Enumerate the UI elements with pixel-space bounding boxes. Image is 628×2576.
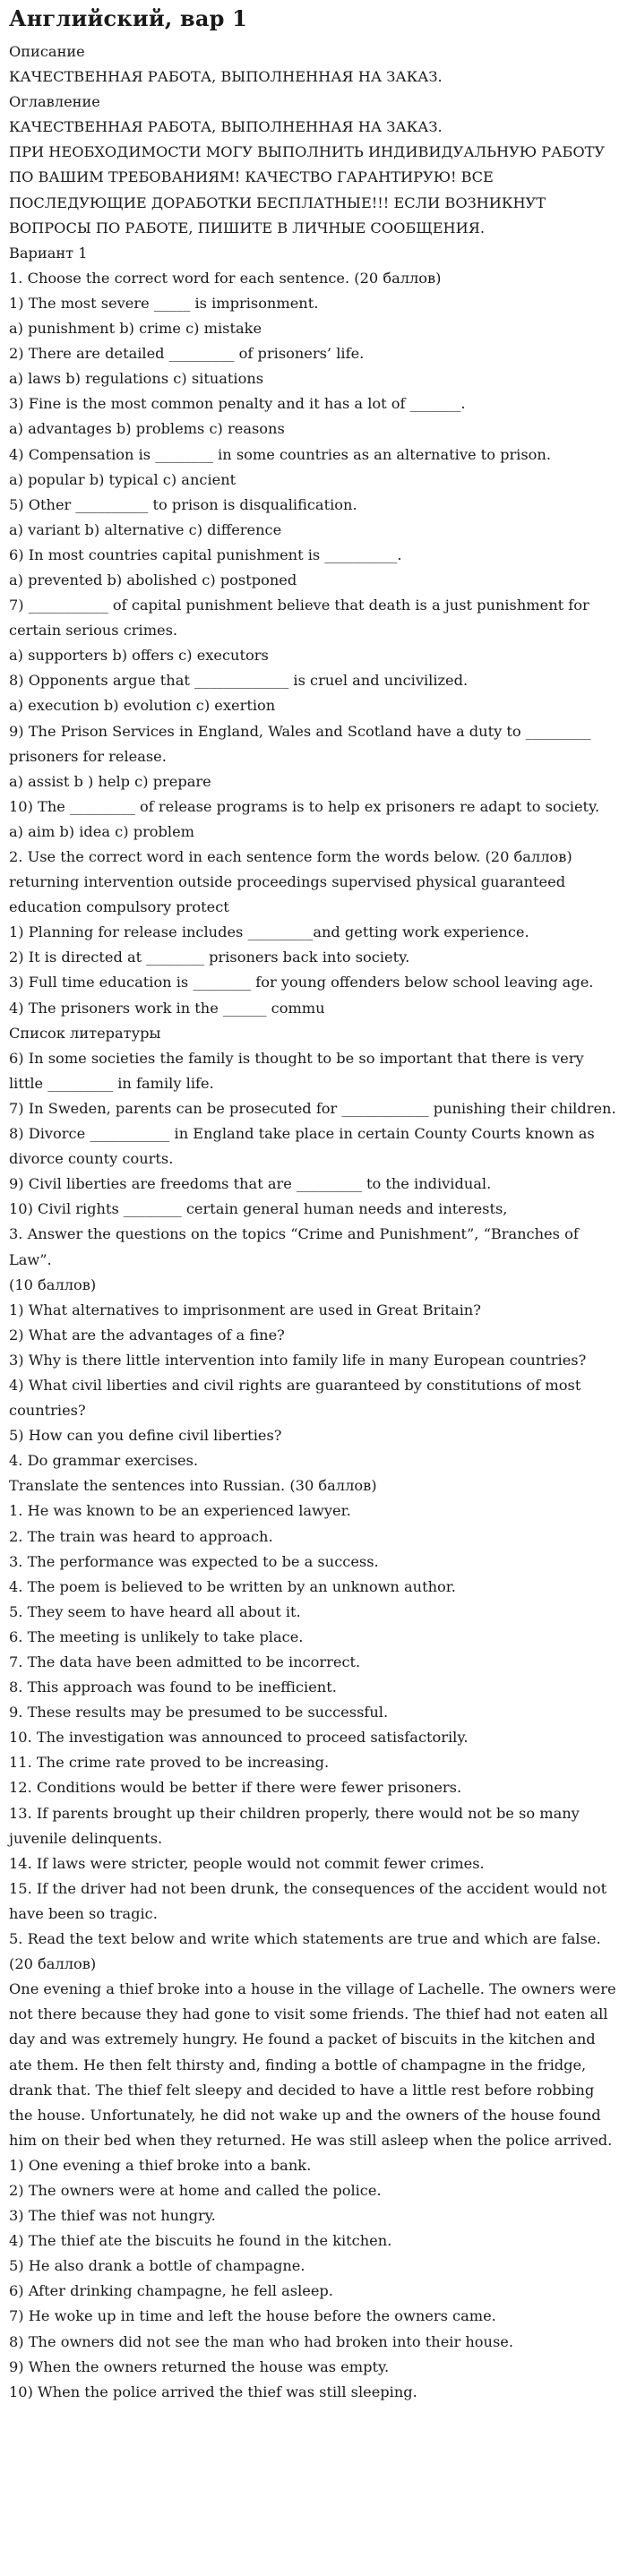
- text-line: Оглавление: [9, 93, 100, 111]
- text-line: 1) What alternatives to imprisonment are used in Great Britain?: [9, 1301, 481, 1318]
- text-line: One evening a thief broke into a house in the village of Lachelle. The owners were not there because they had gone to visit some friends. The thief had not eaten all day and was extremely hungry. He found a packet of biscuits in the kitchen and ate them. He then felt thirsty and, finding a bottle of champagne in the fridge, drank that. The thief felt sleepy and decided to have a little rest before robbing the house. Unfortunately, he did not wake up and the owners of the house found him on their bed when they returned. He was still asleep when the police arrived.: [9, 1980, 616, 2149]
- text-line: a) prevented b) abolished c) postponed: [9, 571, 297, 588]
- text-line: ПРИ НЕОБХОДИМОСТИ МОГУ ВЫПОЛНИТЬ ИНДИВИДУАЛЬНУЮ РАБОТУ ПО ВАШИМ ТРЕБОВАНИЯМ! КАЧЕСТВО ГАРАНТИРУЮ! ВСЕ ПОСЛЕДУЮЩИЕ ДОРАБОТКИ БЕСПЛАТНЫЕ!!! ЕСЛИ ВОЗНИКНУТ ВОПРОСЫ ПО РАБОТЕ, ПИШИТЕ В ЛИЧНЫЕ СООБЩЕНИЯ.: [9, 143, 606, 236]
- text-line: Описание: [9, 43, 85, 60]
- text-line: 1. Choose the correct word for each sentence. (20 баллов): [9, 269, 442, 287]
- text-line: 4) The prisoners work in the ______ commu: [9, 999, 325, 1017]
- text-line: 1. He was known to be an experienced lawyer.: [9, 1502, 351, 1520]
- text-line: 6. The meeting is unlikely to take place.: [9, 1627, 304, 1645]
- text-line: 5. Read the text below and write which statements are true and which are false. (20 баллов): [9, 1930, 601, 1973]
- text-line: 2. Use the correct word in each sentence form the words below. (20 баллов): [9, 848, 572, 865]
- text-line: 10) Civil rights ________ certain general human needs and interests,: [9, 1200, 508, 1218]
- text-line: 12. Conditions would be better if there were fewer prisoners.: [9, 1779, 462, 1797]
- text-line: 7) In Sweden, parents can be prosecuted for ____________ punishing their children.: [9, 1099, 616, 1117]
- text-line: 15. If the driver had not been drunk, the consequences of the accident would not have been so tragic.: [9, 1879, 607, 1922]
- text-line: 3) Full time education is ________ for young offenders below school leaving age.: [9, 974, 594, 992]
- text-line: КАЧЕСТВЕННАЯ РАБОТА, ВЫПОЛНЕННАЯ НА ЗАКАЗ.: [9, 118, 443, 136]
- text-line: 14. If laws were stricter, people would not commit fewer crimes.: [9, 1854, 485, 1872]
- text-line: 8. This approach was found to be inefficient.: [9, 1679, 337, 1696]
- text-line: 5) He also drank a bottle of champagne.: [9, 2257, 305, 2275]
- text-line: 5) Other __________ to prison is disqualification.: [9, 495, 357, 513]
- text-line: 8) The owners did not see the man who had broken into their house.: [9, 2332, 513, 2350]
- text-line: 1) The most severe _____ is imprisonment.: [9, 294, 319, 312]
- text-line: 3. The performance was expected to be a success.: [9, 1552, 379, 1570]
- text-line: 6) After drinking champagne, he fell asleep.: [9, 2282, 333, 2300]
- text-line: 9. These results may be presumed to be successful.: [9, 1704, 389, 1722]
- text-line: a) aim b) idea c) problem: [9, 822, 195, 840]
- text-line: 4) The thief ate the biscuits he found in the kitchen.: [9, 2232, 392, 2250]
- text-line: 7) He woke up in time and left the house before the owners came.: [9, 2307, 496, 2325]
- text-line: 1) Planning for release includes _________and getting work experience.: [9, 923, 529, 941]
- text-line: 5) How can you define civil liberties?: [9, 1427, 282, 1445]
- text-line: 7) ___________ of capital punishment believe that death is a just punishment for certain serious crimes.: [9, 597, 589, 640]
- text-line: 8) Opponents argue that _____________ is cruel and uncivilized.: [9, 672, 469, 690]
- text-line: a) popular b) typical c) ancient: [9, 470, 237, 488]
- text-line: 2) The owners were at home and called the police.: [9, 2181, 382, 2199]
- document-body: [9, 39, 617, 2405]
- text-line: 3) The thief was not hungry.: [9, 2207, 216, 2225]
- text-line: 2) What are the advantages of a fine?: [9, 1326, 285, 1344]
- text-line: Список литературы: [9, 1024, 161, 1042]
- text-line: 9) The Prison Services in England, Wales and Scotland have a duty to _________ prisoners for release.: [9, 722, 591, 765]
- text-line: 3. Answer the questions on the topics “Crime and Punishment”, “Branches of Law”.: [9, 1225, 579, 1268]
- text-line: 7. The data have been admitted to be incorrect.: [9, 1653, 361, 1670]
- text-line: a) laws b) regulations c) situations: [9, 370, 264, 388]
- text-line: 9) Civil liberties are freedoms that are _________ to the individual.: [9, 1175, 492, 1193]
- text-line: a) supporters b) offers c) executors: [9, 647, 269, 665]
- text-line: 5. They seem to have heard all about it.: [9, 1602, 301, 1620]
- text-line: 6) In some societies the family is thought to be so important that there is very little _________ in family life.: [9, 1049, 584, 1092]
- text-line: 2) It is directed at ________ prisoners back into society.: [9, 949, 410, 966]
- text-line: 13. If parents brought up their children properly, there would not be so many juvenile delinquents.: [9, 1804, 580, 1847]
- text-line: 2. The train was heard to approach.: [9, 1527, 273, 1545]
- text-line: 11. The crime rate proved to be increasing.: [9, 1754, 330, 1772]
- text-line: returning intervention outside proceedings supervised physical guaranteed education compulsory protect: [9, 873, 566, 916]
- text-line: 9) When the owners returned the house was empty.: [9, 2357, 390, 2375]
- text-line: 4) What civil liberties and civil rights are guaranteed by constitutions of most countries?: [9, 1376, 581, 1420]
- text-line: Translate the sentences into Russian. (30 баллов): [9, 1477, 377, 1495]
- text-line: 8) Divorce ___________ in England take place in certain County Courts known as divorce county courts.: [9, 1125, 595, 1168]
- text-line: 4) Compensation is ________ in some countries as an alternative to prison.: [9, 445, 551, 463]
- text-line: a) punishment b) crime c) mistake: [9, 320, 262, 338]
- text-line: 10) When the police arrived the thief was still sleeping.: [9, 2383, 417, 2400]
- text-line: a) variant b) alternative c) difference: [9, 520, 282, 538]
- text-line: 1) One evening a thief broke into a bank.: [9, 2156, 312, 2174]
- text-line: (10 баллов): [9, 1275, 97, 1293]
- text-line: Вариант 1: [9, 244, 88, 262]
- text-line: 6) In most countries capital punishment is __________.: [9, 545, 402, 563]
- text-line: 10. The investigation was announced to proceed satisfactorily.: [9, 1729, 469, 1747]
- text-line: 10) The _________ of release programs is to help ex prisoners re adapt to society.: [9, 797, 600, 815]
- text-line: 3) Why is there little intervention into family life in many European countries?: [9, 1351, 587, 1369]
- text-line: a) assist b ) help c) prepare: [9, 772, 211, 790]
- text-line: КАЧЕСТВЕННАЯ РАБОТА, ВЫПОЛНЕННАЯ НА ЗАКАЗ.: [9, 68, 443, 86]
- text-line: a) execution b) evolution c) exertion: [9, 697, 276, 715]
- document-title: Английский, вар 1: [9, 5, 248, 31]
- text-line: 3) Fine is the most common penalty and it has a lot of _______.: [9, 395, 466, 413]
- text-line: 4. Do grammar exercises.: [9, 1452, 199, 1470]
- text-line: 2) There are detailed _________ of prisoners’ life.: [9, 345, 365, 363]
- text-line: a) advantages b) problems c) reasons: [9, 420, 285, 438]
- text-line: 4. The poem is believed to be written by an unknown author.: [9, 1577, 456, 1595]
